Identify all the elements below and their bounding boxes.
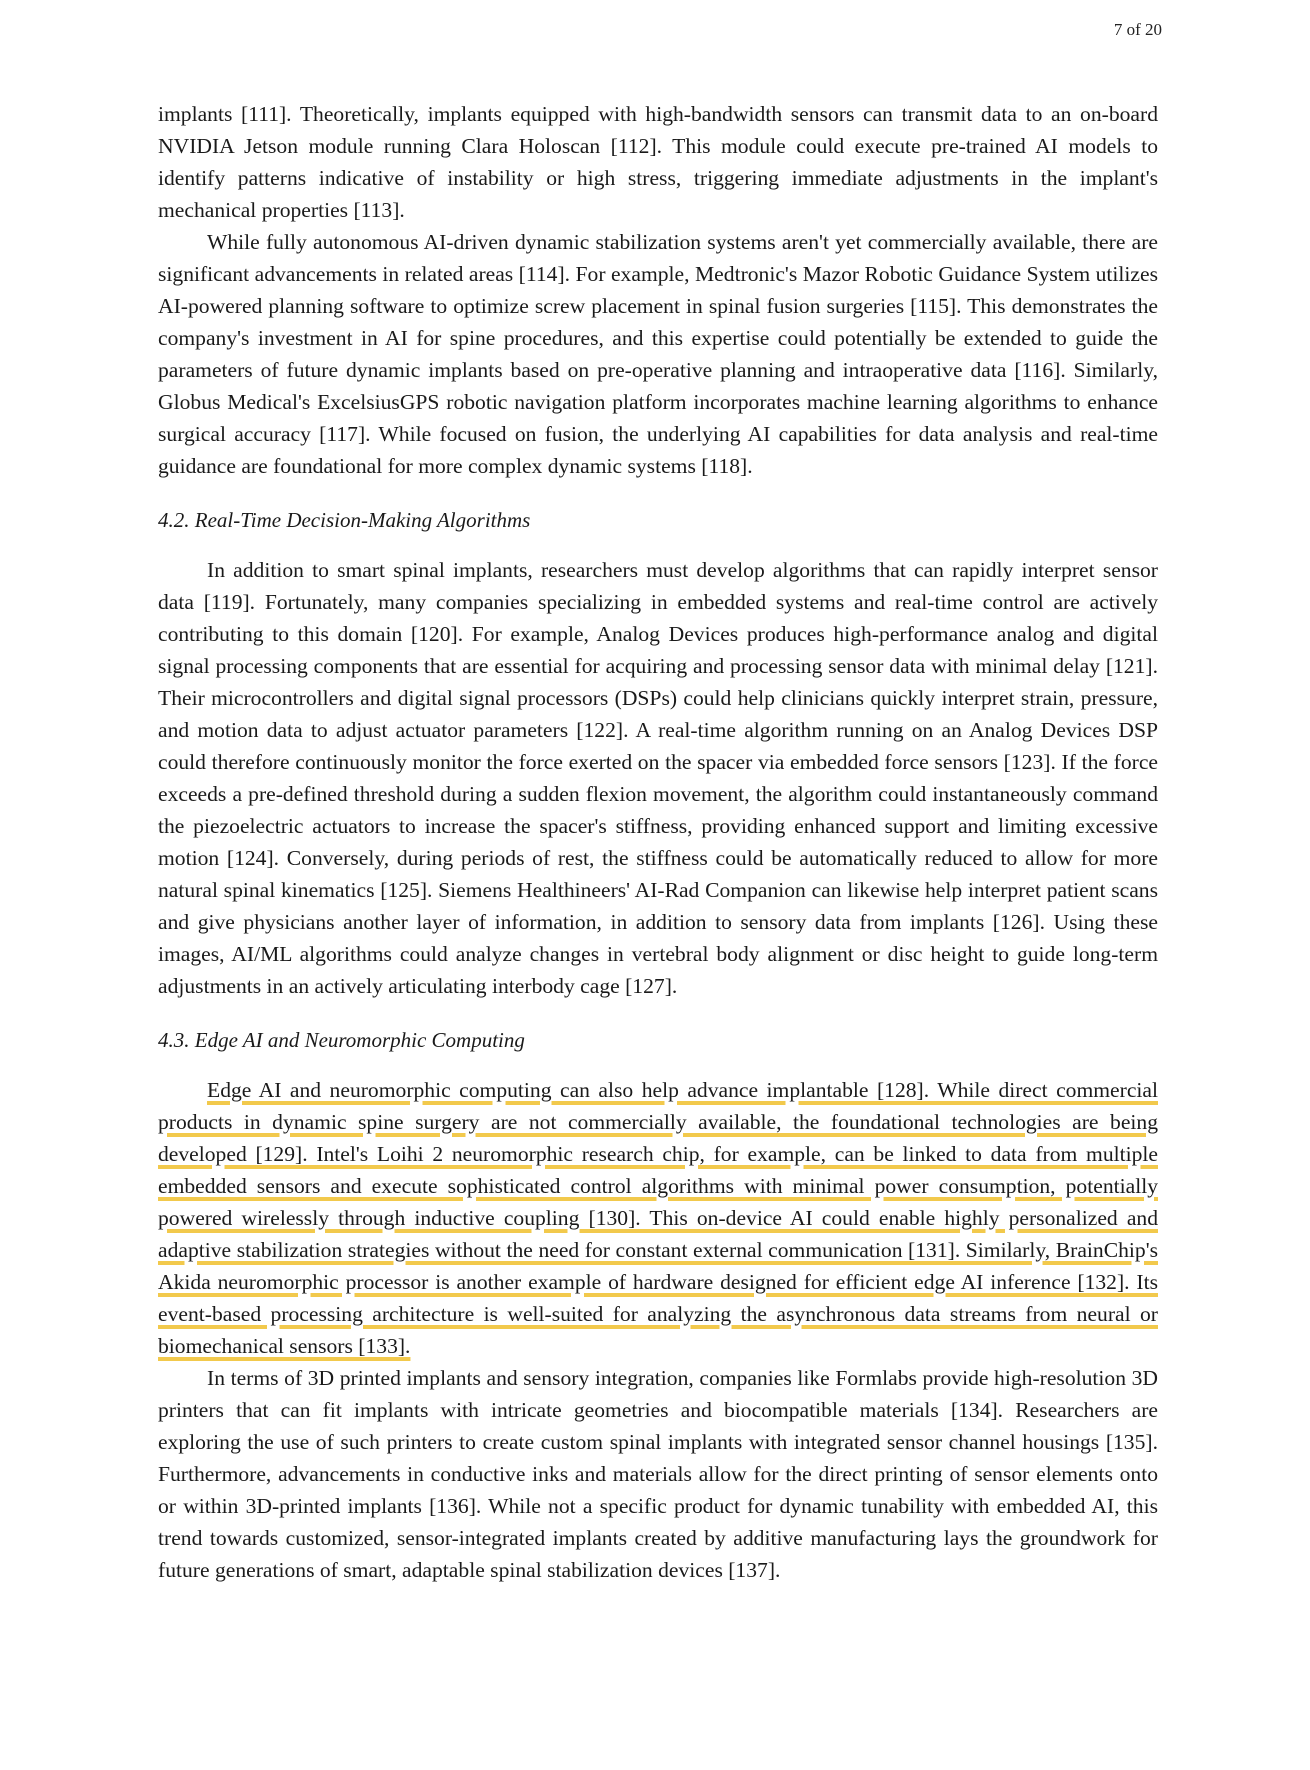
document-body bbox=[158, 98, 1158, 1586]
highlighted-text: Edge AI and neuromorphic computing can also help advance implantable [128]. While direct commercial products in dynamic spine surgery are not commercially available, the foundational technologies are being developed [129]. Intel's Loihi 2 neuromorphic research chip, for example, can be linked to data from multiple embedded sensors and execute sophisticated control algorithms with minimal power consumption, potentially powered wirelessly through inductive coupling [130]. This on-device AI could enable highly personalized and adaptive stabilization strategies without the need for constant external communication [131]. Similarly, BrainChip's Akida neuromorphic processor is another example of hardware designed for efficient edge AI inference [132]. Its event-based processing architecture is well-suited for analyzing the asynchronous data streams from neural or biomechanical sensors [133]. bbox=[158, 1078, 1158, 1358]
section-heading-4-3: 4.3. Edge AI and Neuromorphic Computing bbox=[158, 1028, 525, 1052]
paragraph-ai-stabilization: While fully autonomous AI-driven dynamic stabilization systems aren't yet commercially available, there are significant advancements in related areas [114]. For example, Medtronic's Mazor Robotic Guidance System utilizes AI-powered planning software to optimize screw placement in spinal fusion surgeries [115]. This demonstrates the company's investment in AI for spine procedures, and this expertise could potentially be extended to guide the parameters of future dynamic implants based on pre-operative planning and intraoperative data [116]. Similarly, Globus Medical's ExcelsiusGPS robotic navigation platform incorporates machine learning algorithms to enhance surgical accuracy [117]. While focused on fusion, the underlying AI capabilities for data analysis and real-time guidance are foundational for more complex dynamic systems [118]. bbox=[158, 230, 1158, 478]
paragraph-3d-printing: In terms of 3D printed implants and sensory integration, companies like Formlabs provide high-resolution 3D printers that can fit implants with intricate geometries and biocompatible materials [134]. Researchers are exploring the use of such printers to create custom spinal implants with integrated sensor channel housings [135]. Furthermore, advancements in conductive inks and materials allow for the direct printing of sensor elements onto or within 3D-printed implants [136]. While not a specific product for dynamic tunability with embedded AI, this trend towards customized, sensor-integrated implants created by additive manufacturing lays the groundwork for future generations of smart, adaptable spinal stabilization devices [137]. bbox=[158, 1366, 1158, 1582]
section-heading-4-2: 4.2. Real-Time Decision-Making Algorithms bbox=[158, 508, 531, 532]
paragraph-continuation: implants [111]. Theoretically, implants equipped with high-bandwidth sensors can transmit data to an on-board NVIDIA Jetson module running Clara Holoscan [112]. This module could execute pre-trained AI models to identify patterns indicative of instability or high stress, triggering immediate adjustments in the implant's mechanical properties [113]. bbox=[158, 102, 1158, 222]
paragraph-edge-ai-highlighted bbox=[158, 1074, 1158, 1362]
paragraph-realtime-algorithms: In addition to smart spinal implants, researchers must develop algorithms that can rapidly interpret sensor data [119]. Fortunately, many companies specializing in embedded systems and real-time control are actively contributing to this domain [120]. For example, Analog Devices produces high-performance analog and digital signal processing components that are essential for acquiring and processing sensor data with minimal delay [121]. Their microcontrollers and digital signal processors (DSPs) could help clinicians quickly interpret strain, pressure, and motion data to adjust actuator parameters [122]. A real-time algorithm running on an Analog Devices DSP could therefore continuously monitor the force exerted on the spacer via embedded force sensors [123]. If the force exceeds a pre-defined threshold during a sudden flexion movement, the algorithm could instantaneously command the piezoelectric actuators to increase the spacer's stiffness, providing enhanced support and limiting excessive motion [124]. Conversely, during periods of rest, the stiffness could be automatically reduced to allow for more natural spinal kinematics [125]. Siemens Healthineers' AI-Rad Companion can likewise help interpret patient scans and give physicians another layer of information, in addition to sensory data from implants [126]. Using these images, AI/ML algorithms could analyze changes in vertebral body alignment or disc height to guide long-term adjustments in an actively articulating interbody cage [127]. bbox=[158, 558, 1158, 998]
page-number: 7 of 20 bbox=[1113, 20, 1162, 39]
